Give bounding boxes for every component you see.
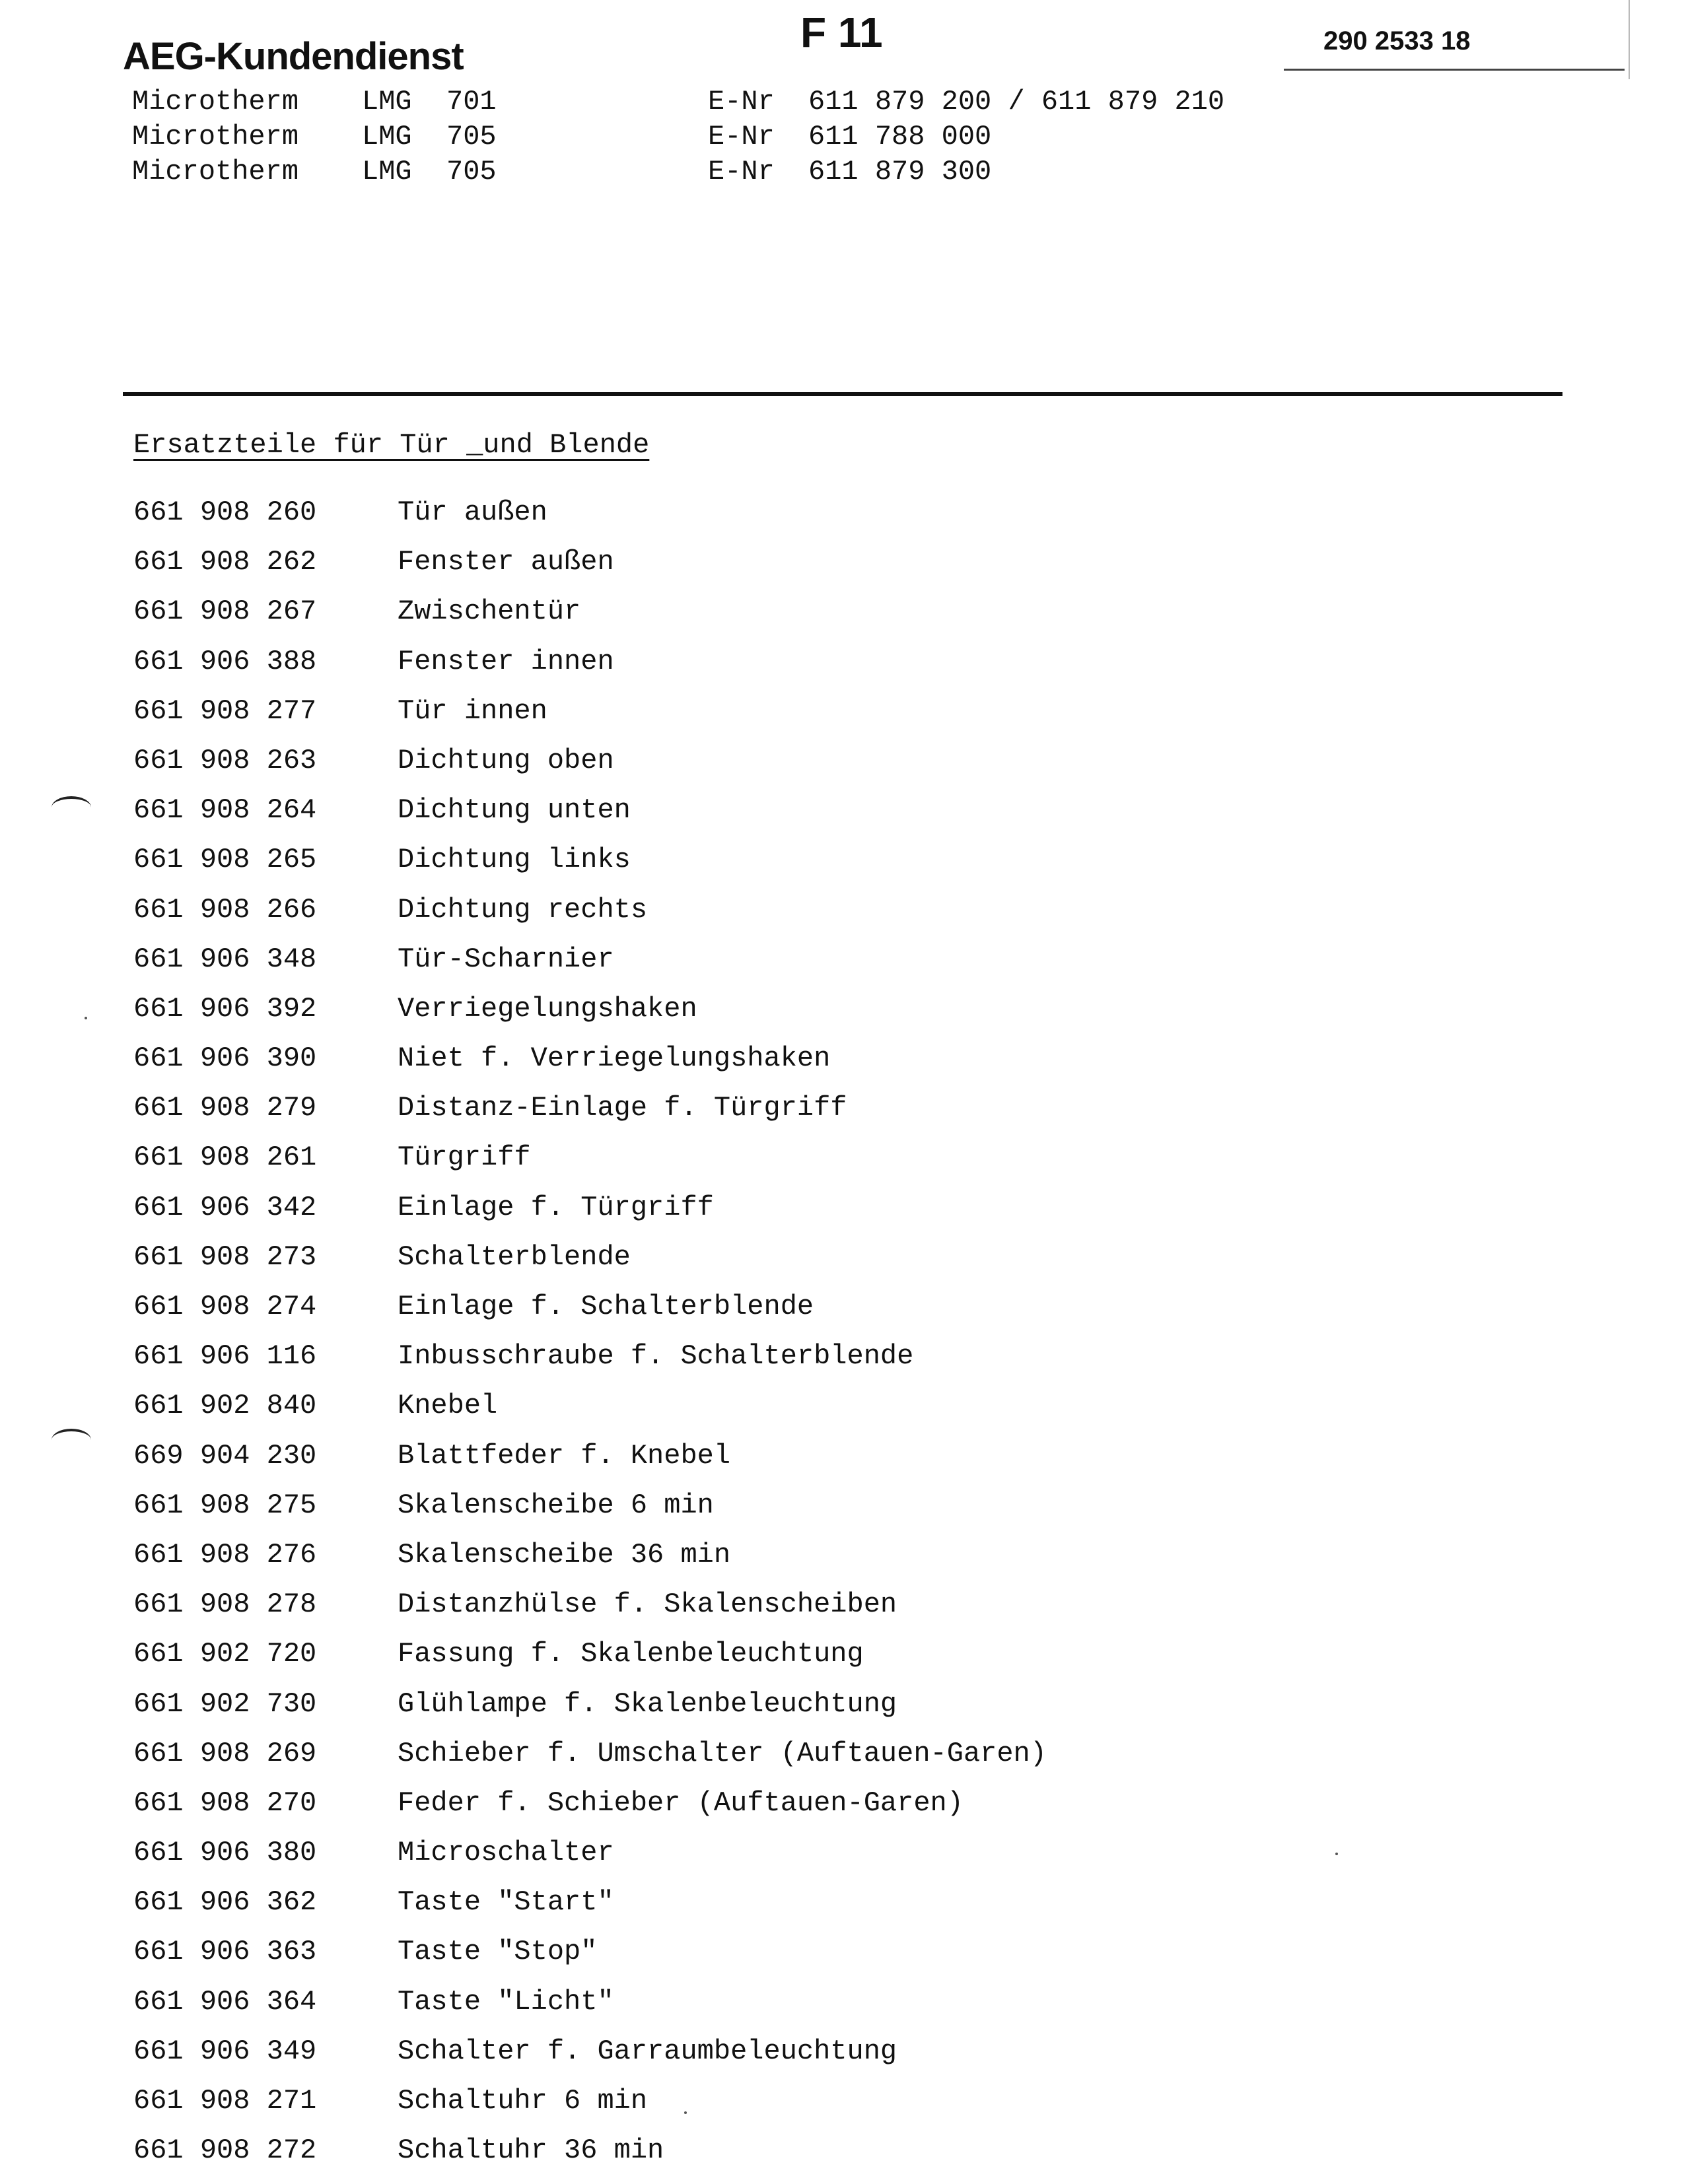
part-number: 661 906 349 [133, 2035, 317, 2067]
enr-label: E-Nr [708, 156, 775, 188]
part-number: 661 908 277 [133, 695, 317, 727]
section-divider [123, 392, 1562, 396]
part-description: Taste "Licht" [398, 1985, 614, 2018]
part-description: Türgriff [398, 1142, 531, 1174]
part-number: 661 908 275 [133, 1489, 317, 1521]
part-number: 661 906 342 [133, 1191, 317, 1223]
model-name: Microtherm [132, 86, 299, 118]
part-number: 661 908 262 [133, 546, 317, 578]
section-title: Ersatzteile für Tür _und Blende [133, 429, 650, 461]
part-description: Glühlampe f. Skalenbeleuchtung [398, 1688, 897, 1720]
part-description: Knebel [398, 1390, 498, 1422]
part-description: Zwischentür [398, 596, 581, 628]
part-number: 661 908 266 [133, 893, 317, 926]
part-number: 661 906 380 [133, 1837, 317, 1869]
part-number: 661 908 263 [133, 744, 317, 776]
part-description: Tür innen [398, 695, 547, 727]
part-description: Einlage f. Türgriff [398, 1191, 714, 1223]
enr-number: 611 879 300 [808, 156, 992, 188]
part-number: 661 908 274 [133, 1291, 317, 1322]
part-number: 669 904 230 [133, 1439, 317, 1472]
brand-heading: AEG-Kundendienst [123, 35, 464, 78]
part-description: Distanz-Einlage f. Türgriff [398, 1092, 847, 1124]
part-number: 661 908 271 [133, 2085, 317, 2117]
part-number: 661 906 362 [133, 1886, 317, 1919]
part-description: Fenster außen [398, 546, 614, 578]
scan-speck [85, 1017, 87, 1019]
part-number: 661 908 269 [133, 1737, 317, 1769]
part-description: Schalterblende [398, 1241, 631, 1273]
part-number: 661 902 720 [133, 1638, 317, 1670]
part-description: Tür-Scharnier [398, 943, 614, 975]
part-description: Skalenscheibe 6 min [398, 1489, 714, 1521]
enr-number: 611 788 000 [808, 121, 992, 153]
model-name: Microtherm [132, 156, 299, 188]
part-description: Skalenscheibe 36 min [398, 1538, 731, 1571]
model-size: 705 [446, 156, 497, 188]
enr-label: E-Nr [708, 121, 775, 153]
part-description: Niet f. Verriegelungshaken [398, 1042, 831, 1075]
scan-speck [1335, 1853, 1338, 1855]
part-number: 661 908 278 [133, 1588, 317, 1621]
part-number: 661 906 363 [133, 1936, 317, 1968]
part-description: Schieber f. Umschalter (Auftauen-Garen) [398, 1737, 1047, 1769]
part-number: 661 908 273 [133, 1241, 317, 1273]
part-number: 661 906 390 [133, 1042, 317, 1075]
part-description: Schaltuhr 6 min [398, 2085, 648, 2117]
model-size: 705 [446, 121, 497, 153]
part-number: 661 908 267 [133, 596, 317, 628]
part-number: 661 906 392 [133, 992, 317, 1025]
part-description: Taste "Stop" [398, 1936, 598, 1968]
part-description: Tür außen [398, 496, 547, 528]
part-number: 661 908 270 [133, 1787, 317, 1819]
model-size: 701 [446, 86, 497, 118]
document-number-underline [1284, 69, 1625, 71]
model-type: LMG [362, 86, 412, 118]
punch-hole-mark [52, 1429, 91, 1451]
part-description: Fenster innen [398, 645, 614, 677]
form-code: F 11 [800, 9, 883, 56]
part-description: Dichtung rechts [398, 893, 648, 926]
part-number: 661 908 261 [133, 1142, 317, 1174]
part-description: Schaltuhr 36 min [398, 2134, 664, 2167]
part-description: Inbusschraube f. Schalterblende [398, 1340, 914, 1373]
part-description: Verriegelungshaken [398, 992, 697, 1025]
part-description: Distanzhülse f. Skalenscheiben [398, 1588, 897, 1621]
enr-label: E-Nr [708, 86, 775, 118]
model-type: LMG [362, 156, 412, 188]
scan-speck [684, 2111, 687, 2114]
part-number: 661 908 260 [133, 496, 317, 528]
part-description: Blattfeder f. Knebel [398, 1439, 731, 1472]
part-description: Dichtung unten [398, 794, 631, 827]
part-number: 661 908 272 [133, 2134, 317, 2167]
part-number: 661 902 730 [133, 1688, 317, 1720]
part-description: Taste "Start" [398, 1886, 614, 1919]
part-number: 661 908 279 [133, 1092, 317, 1124]
model-type: LMG [362, 121, 412, 153]
model-name: Microtherm [132, 121, 299, 153]
part-description: Dichtung links [398, 844, 631, 876]
part-number: 661 906 388 [133, 645, 317, 677]
part-number: 661 908 276 [133, 1538, 317, 1571]
part-number: 661 906 364 [133, 1985, 317, 2018]
part-number: 661 906 348 [133, 943, 317, 975]
part-description: Einlage f. Schalterblende [398, 1291, 814, 1322]
part-description: Dichtung oben [398, 744, 614, 776]
enr-number: 611 879 200 / 611 879 210 [808, 86, 1225, 118]
part-description: Schalter f. Garraumbeleuchtung [398, 2035, 897, 2067]
part-number: 661 902 840 [133, 1390, 317, 1422]
punch-hole-mark [52, 796, 91, 819]
part-number: 661 906 116 [133, 1340, 317, 1373]
part-description: Microschalter [398, 1837, 614, 1869]
part-description: Fassung f. Skalenbeleuchtung [398, 1638, 864, 1670]
part-number: 661 908 264 [133, 794, 317, 827]
page-edge-line [1629, 0, 1630, 79]
part-number: 661 908 265 [133, 844, 317, 876]
part-description: Feder f. Schieber (Auftauen-Garen) [398, 1787, 964, 1819]
document-number: 290 2533 18 [1323, 26, 1471, 55]
